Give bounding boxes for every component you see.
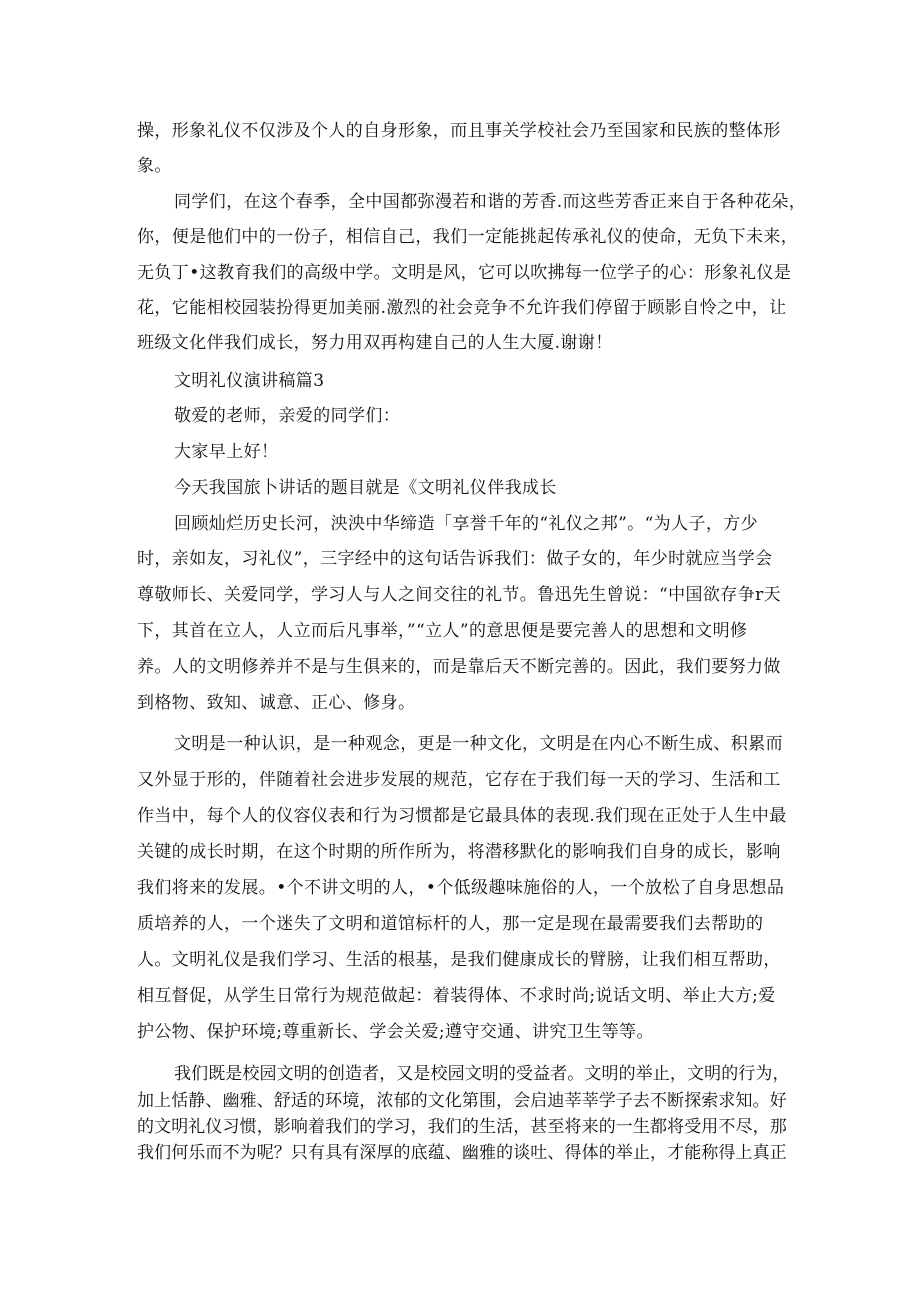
text-line: 尊敬师长、关爱同学，学习人与人之间交往的礼节。鲁迅先生曾说：“中国欲存争r天: [137, 585, 782, 605]
text-line: 象。: [137, 156, 172, 176]
speech-topic: 今天我国旅卜讲话的题目就是《文明礼仪伴我成长: [174, 478, 557, 498]
greeting: 大家早上好！: [174, 442, 279, 462]
text-line: 时，亲如友，习礼仪”，三字经中的这句话告诉我们：做子女的，年少时就应当学会: [137, 549, 773, 569]
salutation: 敬爱的老师，亲爱的同学们：: [174, 406, 401, 426]
text-line: 无负丁•这教育我们的高级中学。文明是风，它可以吹拂每一位学子的心：形象礼仪是: [137, 263, 792, 283]
section-heading: 文明礼仪演讲稿篇3: [174, 371, 325, 391]
text-line: 你，便是他们中的一份子，相信自己，我们一定能挑起传承礼仪的使命，无负下未来，: [137, 227, 799, 247]
text-line: 护公物、保护环境;尊重新长、学会关爱;遵守交通、讲究卫生等等。: [137, 1022, 654, 1042]
text-line: 我们何乐而不为呢？只有具有深厚的底蕴、幽雅的谈吐、得体的举止，才能称得上真正: [137, 1143, 787, 1163]
text-line: 到格物、致知、诚意、正心、修身。: [137, 693, 416, 713]
text-line: 下，其首在立人，人立而后凡事举，”“立人”的意思便是要完善人的思想和文明修: [137, 621, 748, 641]
text-line: 我们既是校园文明的创造者，又是校园文明的受益者。文明的举止，文明的行为，: [174, 1064, 790, 1084]
text-line: 关键的成长时期，在这个时期的所作所为，将潜移默化的影响我们自身的成长，影响: [137, 842, 781, 862]
text-line: 养。人的文明修养并不是与生俱来的，而是靠后天不断完善的。因此，我们要努力做: [137, 657, 781, 677]
text-line: 班级文化伴我们成长，努力用双再构建自己的人生大厦.谢谢！: [137, 333, 613, 353]
text-line: 我们将来的发展。•个不讲文明的人，•个低级趣味施俗的人，一个放松了自身思想品: [137, 878, 785, 898]
text-line: 质培养的人，一个迷失了文明和道馆标杆的人，那一定是现在最需要我们去帮助的: [137, 914, 764, 934]
text-line: 加上恬静、幽雅、舒适的环境，浓郁的文化第围，会启迪莘莘学子去不断探索求知。好: [137, 1091, 787, 1111]
text-line: 文明是一种认识，是一种观念，更是一种文化，文明是在内心不断生成、积累而: [174, 734, 783, 754]
text-line: 同学们，在这个春季，全中国都弥漫若和谐的芳香.而这些芳香正来自于各种花朵，: [174, 192, 807, 212]
text-line: 相互督促，从学生日常行为规范做起：着装得体、不求时尚;说话文明、举止大方;爱: [137, 986, 776, 1006]
text-line: 又外显于形的，伴随着社会进步发展的规范，它存在于我们每一天的学习、生活和工: [137, 770, 781, 790]
text-line: 人。文明礼仪是我们学习、生活的根基，是我们健康成长的臂膀，让我们相互帮助，: [137, 950, 781, 970]
text-line: 花，它能相校园装扮得更加美丽.激烈的社会竞争不允许我们停留于顾影自怜之中，让: [137, 298, 787, 318]
text-line: 操，形象礼仪不仅涉及个人的自身形象，而且事关学校社会乃至国家和民族的整体形: [137, 121, 781, 141]
text-line: 的文明礼仪习惯，影响着我们的学习，我们的生活，甚至将来的一生都将受用不尽，那: [137, 1117, 787, 1137]
text-line: 作当中，每个人的仪容仪表和行为习惯都是它最具体的表现.我们现在正处于人生中最: [137, 806, 787, 826]
text-line: 回顾灿烂历史长河，泱泱中华缔造「享誉千年的“礼仪之邦”。“为人子，方少: [174, 514, 759, 534]
